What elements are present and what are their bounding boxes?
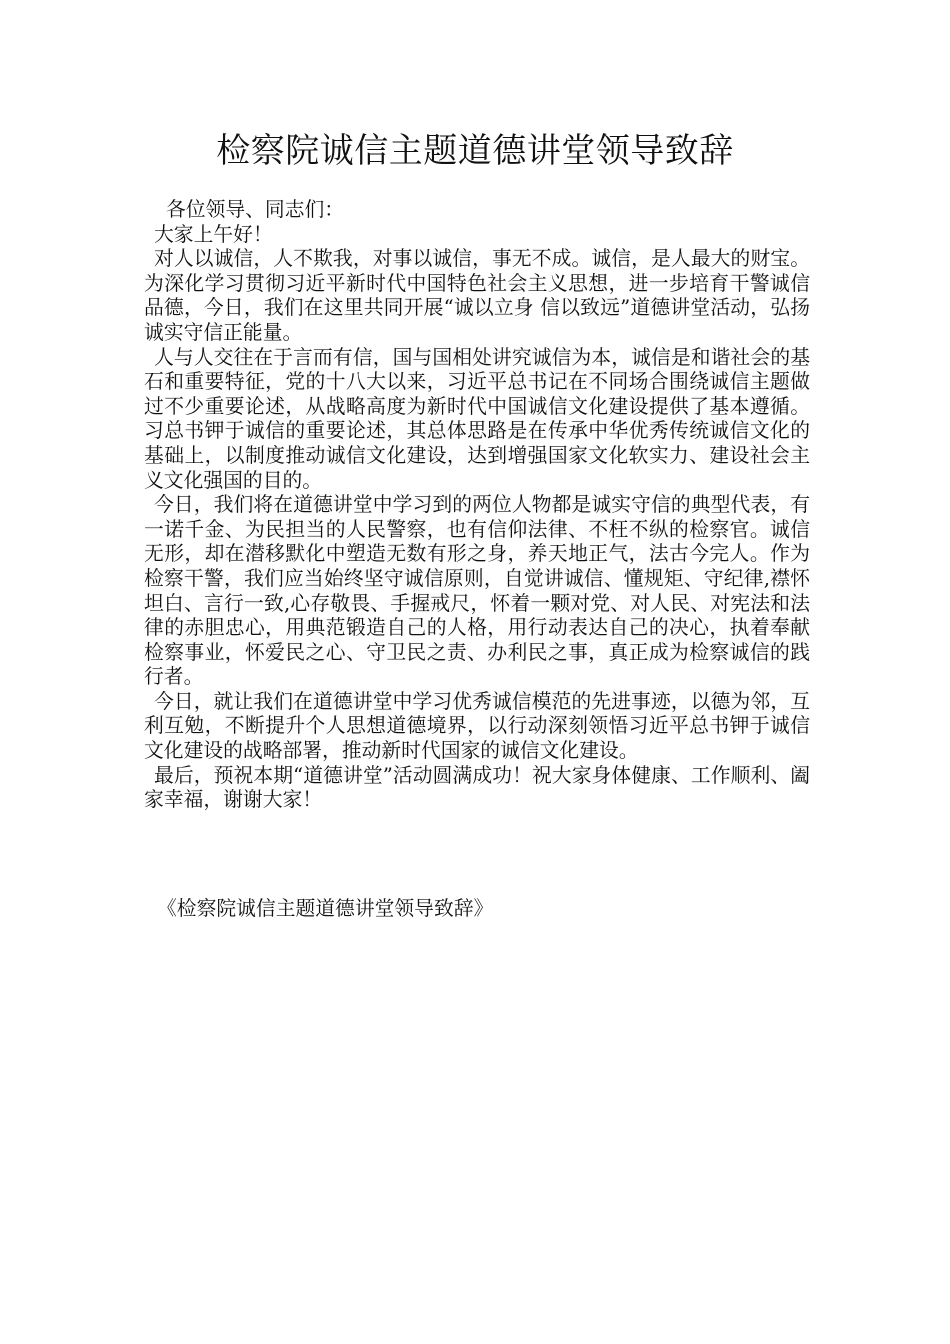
- body-paragraph: 今日，就让我们在道德讲堂中学习优秀诚信模范的先进事迹，以德为邻，互利互勉，不断提升个人思想道德境界，以行动深刻领悟习近平总书钾于诚信文化建设的战略部署，推动新时代国家的诚信文化建设。: [144, 689, 810, 763]
- document-title: 检察院诚信主题道德讲堂领导致辞: [216, 131, 734, 171]
- body-paragraph: 人与人交往在于言而有信，国与国相处讲究诚信为本，诚信是和谐社会的基石和重要特征，党的十八大以来，习近平总书记在不同场合围绕诚信主题做过不少重要论述，从战略高度为新时代中国诚信文化建设提供了基本遵循。习总书钾于诚信的重要论述，其总体思路是在传承中华优秀传统诚信文化的基础上，以制度推动诚信文化建设，达到增强国家文化软实力、建设社会主义文化强国的目的。: [144, 345, 810, 492]
- body-paragraph: 最后，预祝本期“道德讲堂”活动圆满成功！祝大家身体健康、工作顺利、阖家幸福，谢谢大家！: [144, 763, 810, 812]
- body-paragraph: 今日，我们将在道德讲堂中学习到的两位人物都是诚实守信的典型代表，有一诺千金、为民担当的人民警察，也有信仰法律、不枉不纵的检察官。诚信无形，却在潜移默化中塑造无数有形之身，养天地正气，法古今完人。作为检察干警，我们应当始终坚守诚信原则，自觉讲诚信、懂规矩、守纪律,襟怀坦白、言行一致,心存敬畏、手握戒尺，怀着一颗对党、对人民、对宪法和法律的赤胆忠心，用典范锻造自己的人格，用行动表达自己的决心，执着奉献检察事业，怀爱民之心、守卫民之责、办利民之事，真正成为检察诚信的践行者。: [144, 493, 810, 689]
- body-paragraph: 对人以诚信，人不欺我，对事以诚信，事无不成。诚信，是人最大的财宝。为深化学习贯彻习近平新时代中国特色社会主义思想，进一步培育干警诚信品德，今日，我们在这里共同开展“诚以立身 信以致远”道德讲堂活动，弘扬诚实守信正能量。: [144, 247, 810, 344]
- greeting-line: 各位领导、同志们：: [166, 198, 345, 221]
- footer-title: 《检察院诚信主题道德讲堂领导致辞》: [157, 897, 494, 920]
- greeting-line: 大家上午好！: [154, 222, 273, 246]
- document-body: [144, 198, 810, 813]
